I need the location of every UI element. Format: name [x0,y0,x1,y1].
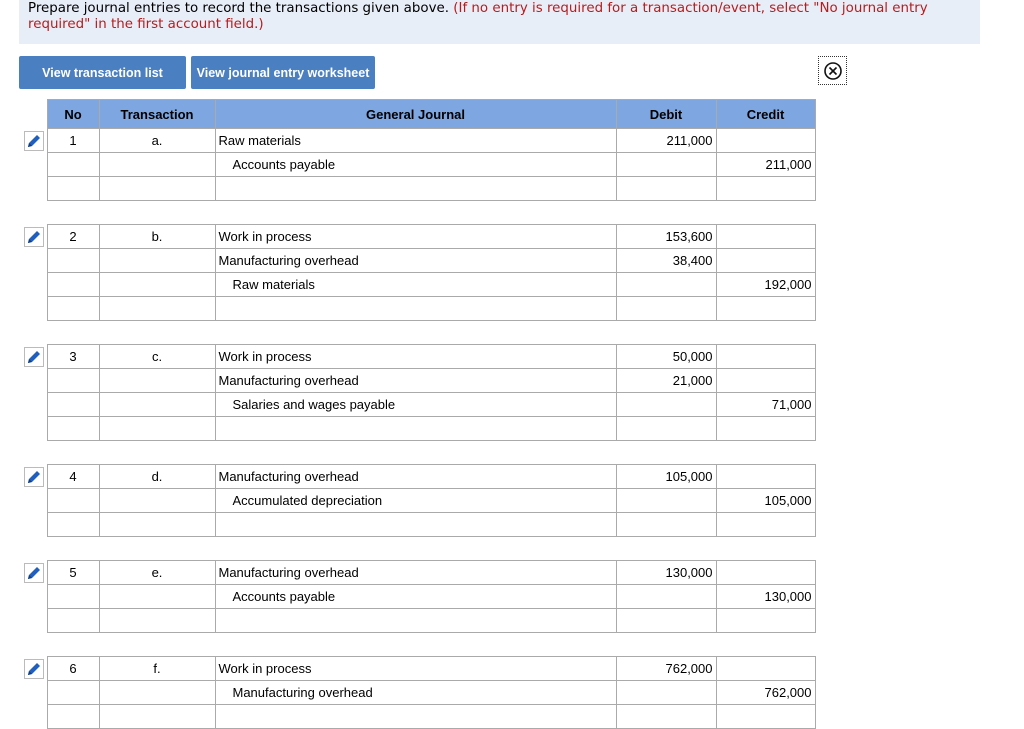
edit-entry-button[interactable] [24,659,44,679]
entry-spacer-row [21,537,815,561]
account-cell[interactable]: Manufacturing overhead [215,369,616,393]
table-row [21,681,815,705]
debit-cell[interactable] [616,705,716,729]
account-cell[interactable]: Accounts payable [215,585,616,609]
credit-cell[interactable] [716,129,815,153]
entry-transaction: d. [99,465,215,489]
entry-transaction-empty [99,273,215,297]
edit-cell-empty [21,489,47,513]
debit-cell[interactable]: 38,400 [616,249,716,273]
credit-cell[interactable] [716,249,815,273]
entry-spacer-row [21,201,815,225]
account-cell[interactable]: Raw materials [215,129,616,153]
entry-spacer-row [21,633,815,657]
entry-number-empty [47,417,99,441]
credit-cell[interactable]: 211,000 [716,153,815,177]
table-row [21,297,815,321]
header-no: No [47,100,99,129]
credit-cell[interactable]: 762,000 [716,681,815,705]
entry-number-empty [47,681,99,705]
table-row [21,417,815,441]
header-spacer [21,100,47,129]
credit-cell[interactable] [716,177,815,201]
entry-transaction-empty [99,369,215,393]
table-row [21,465,815,489]
entry-number: 3 [47,345,99,369]
credit-cell[interactable] [716,369,815,393]
account-cell[interactable] [215,705,616,729]
table-row [21,177,815,201]
pencil-icon [25,228,43,246]
edit-entry-button[interactable] [24,467,44,487]
entry-number: 1 [47,129,99,153]
edit-cell-empty [21,153,47,177]
entry-number-empty [47,369,99,393]
entry-number-empty [47,585,99,609]
table-row [21,657,815,681]
entry-transaction-empty [99,153,215,177]
credit-cell[interactable]: 71,000 [716,393,815,417]
credit-cell[interactable] [716,705,815,729]
entry-number-empty [47,609,99,633]
debit-cell[interactable]: 211,000 [616,129,716,153]
credit-cell[interactable] [716,417,815,441]
entry-number: 4 [47,465,99,489]
edit-cell-empty [21,585,47,609]
entry-number-empty [47,249,99,273]
view-journal-entry-worksheet-button[interactable]: View journal entry worksheet [191,56,375,89]
account-cell[interactable] [215,417,616,441]
credit-cell[interactable]: 192,000 [716,273,815,297]
entry-number-empty [47,153,99,177]
pencil-icon [25,132,43,150]
entry-spacer-row [21,441,815,465]
edit-cell-empty [21,249,47,273]
entry-transaction-empty [99,609,215,633]
edit-cell-empty [21,369,47,393]
edit-cell[interactable] [21,561,47,585]
close-circle-icon [823,61,843,81]
journal-table-body [21,129,815,729]
credit-cell[interactable]: 130,000 [716,585,815,609]
header-transaction: Transaction [99,100,215,129]
edit-cell-empty [21,609,47,633]
entry-number-empty [47,705,99,729]
edit-cell-empty [21,393,47,417]
credit-cell[interactable]: 105,000 [716,489,815,513]
account-cell[interactable]: Salaries and wages payable [215,393,616,417]
edit-entry-button[interactable] [24,227,44,247]
credit-cell[interactable] [716,609,815,633]
debit-cell[interactable] [616,681,716,705]
credit-cell[interactable] [716,225,815,249]
entry-transaction: f. [99,657,215,681]
pencil-icon [25,660,43,678]
edit-cell[interactable] [21,225,47,249]
entry-transaction-empty [99,585,215,609]
edit-entry-button[interactable] [24,563,44,583]
entry-transaction: a. [99,129,215,153]
table-row [21,153,815,177]
account-cell[interactable]: Manufacturing overhead [215,681,616,705]
entry-transaction-empty [99,177,215,201]
edit-cell-empty [21,273,47,297]
edit-entry-button[interactable] [24,131,44,151]
account-cell[interactable]: Work in process [215,345,616,369]
table-row [21,561,815,585]
entry-transaction-empty [99,417,215,441]
debit-cell[interactable]: 762,000 [616,657,716,681]
edit-cell-empty [21,297,47,321]
credit-cell[interactable] [716,465,815,489]
table-header-row [21,100,815,129]
header-general-journal: General Journal [215,100,616,129]
debit-cell[interactable] [616,177,716,201]
entry-spacer-row [21,321,815,345]
entry-number: 6 [47,657,99,681]
entry-transaction-empty [99,297,215,321]
entry-number-empty [47,393,99,417]
instructions-main: Prepare journal entries to record the transactions given above. [28,1,449,16]
debit-cell[interactable]: 153,600 [616,225,716,249]
edit-cell-empty [21,681,47,705]
pencil-icon [25,564,43,582]
account-cell[interactable]: Accumulated depreciation [215,489,616,513]
debit-cell[interactable] [616,513,716,537]
debit-cell[interactable]: 105,000 [616,465,716,489]
account-cell[interactable]: Raw materials [215,273,616,297]
account-cell[interactable] [215,177,616,201]
journal-table [21,99,816,729]
account-cell[interactable]: Accounts payable [215,153,616,177]
close-button[interactable] [818,56,847,85]
entry-number-empty [47,177,99,201]
entry-number-empty [47,273,99,297]
account-cell[interactable] [215,609,616,633]
debit-cell[interactable] [616,153,716,177]
entry-transaction-empty [99,681,215,705]
edit-cell[interactable] [21,345,47,369]
debit-cell[interactable] [616,297,716,321]
credit-cell[interactable] [716,657,815,681]
pencil-icon [25,468,43,486]
table-row [21,393,815,417]
entry-number-empty [47,297,99,321]
edit-cell-empty [21,177,47,201]
account-cell[interactable]: Work in process [215,657,616,681]
edit-cell-empty [21,705,47,729]
credit-cell[interactable] [716,561,815,585]
instructions-panel [19,0,980,44]
entry-number: 2 [47,225,99,249]
view-transaction-list-button[interactable]: View transaction list [19,56,186,89]
entry-transaction-empty [99,513,215,537]
credit-cell[interactable] [716,297,815,321]
table-row [21,513,815,537]
entry-number: 5 [47,561,99,585]
credit-cell[interactable] [716,513,815,537]
edit-cell-empty [21,417,47,441]
table-row [21,609,815,633]
account-cell[interactable]: Work in process [215,225,616,249]
debit-cell[interactable]: 130,000 [616,561,716,585]
edit-entry-button[interactable] [24,347,44,367]
entry-number-empty [47,489,99,513]
debit-cell[interactable] [616,393,716,417]
credit-cell[interactable] [716,345,815,369]
account-cell[interactable] [215,513,616,537]
entry-transaction-empty [99,489,215,513]
debit-cell[interactable]: 21,000 [616,369,716,393]
table-row [21,345,815,369]
edit-cell[interactable] [21,465,47,489]
table-row [21,129,815,153]
debit-cell[interactable] [616,609,716,633]
entry-number-empty [47,513,99,537]
edit-cell[interactable] [21,129,47,153]
table-row [21,273,815,297]
debit-cell[interactable] [616,273,716,297]
entry-transaction: b. [99,225,215,249]
edit-cell[interactable] [21,657,47,681]
table-row [21,705,815,729]
account-cell[interactable]: Manufacturing overhead [215,249,616,273]
entry-transaction: c. [99,345,215,369]
table-row [21,225,815,249]
account-cell[interactable] [215,297,616,321]
entry-transaction-empty [99,705,215,729]
edit-cell-empty [21,513,47,537]
pencil-icon [25,348,43,366]
table-row [21,369,815,393]
debit-cell[interactable]: 50,000 [616,345,716,369]
header-debit: Debit [616,100,716,129]
debit-cell[interactable] [616,489,716,513]
entry-transaction-empty [99,249,215,273]
debit-cell[interactable] [616,417,716,441]
account-cell[interactable]: Manufacturing overhead [215,465,616,489]
account-cell[interactable]: Manufacturing overhead [215,561,616,585]
instructions-note: (If no entry is required for a transaction/event, select "No journal entry required" in the first account field.) [28,1,928,32]
table-row [21,585,815,609]
table-row [21,249,815,273]
debit-cell[interactable] [616,585,716,609]
entry-transaction: e. [99,561,215,585]
table-row [21,489,815,513]
entry-transaction-empty [99,393,215,417]
header-credit: Credit [716,100,815,129]
